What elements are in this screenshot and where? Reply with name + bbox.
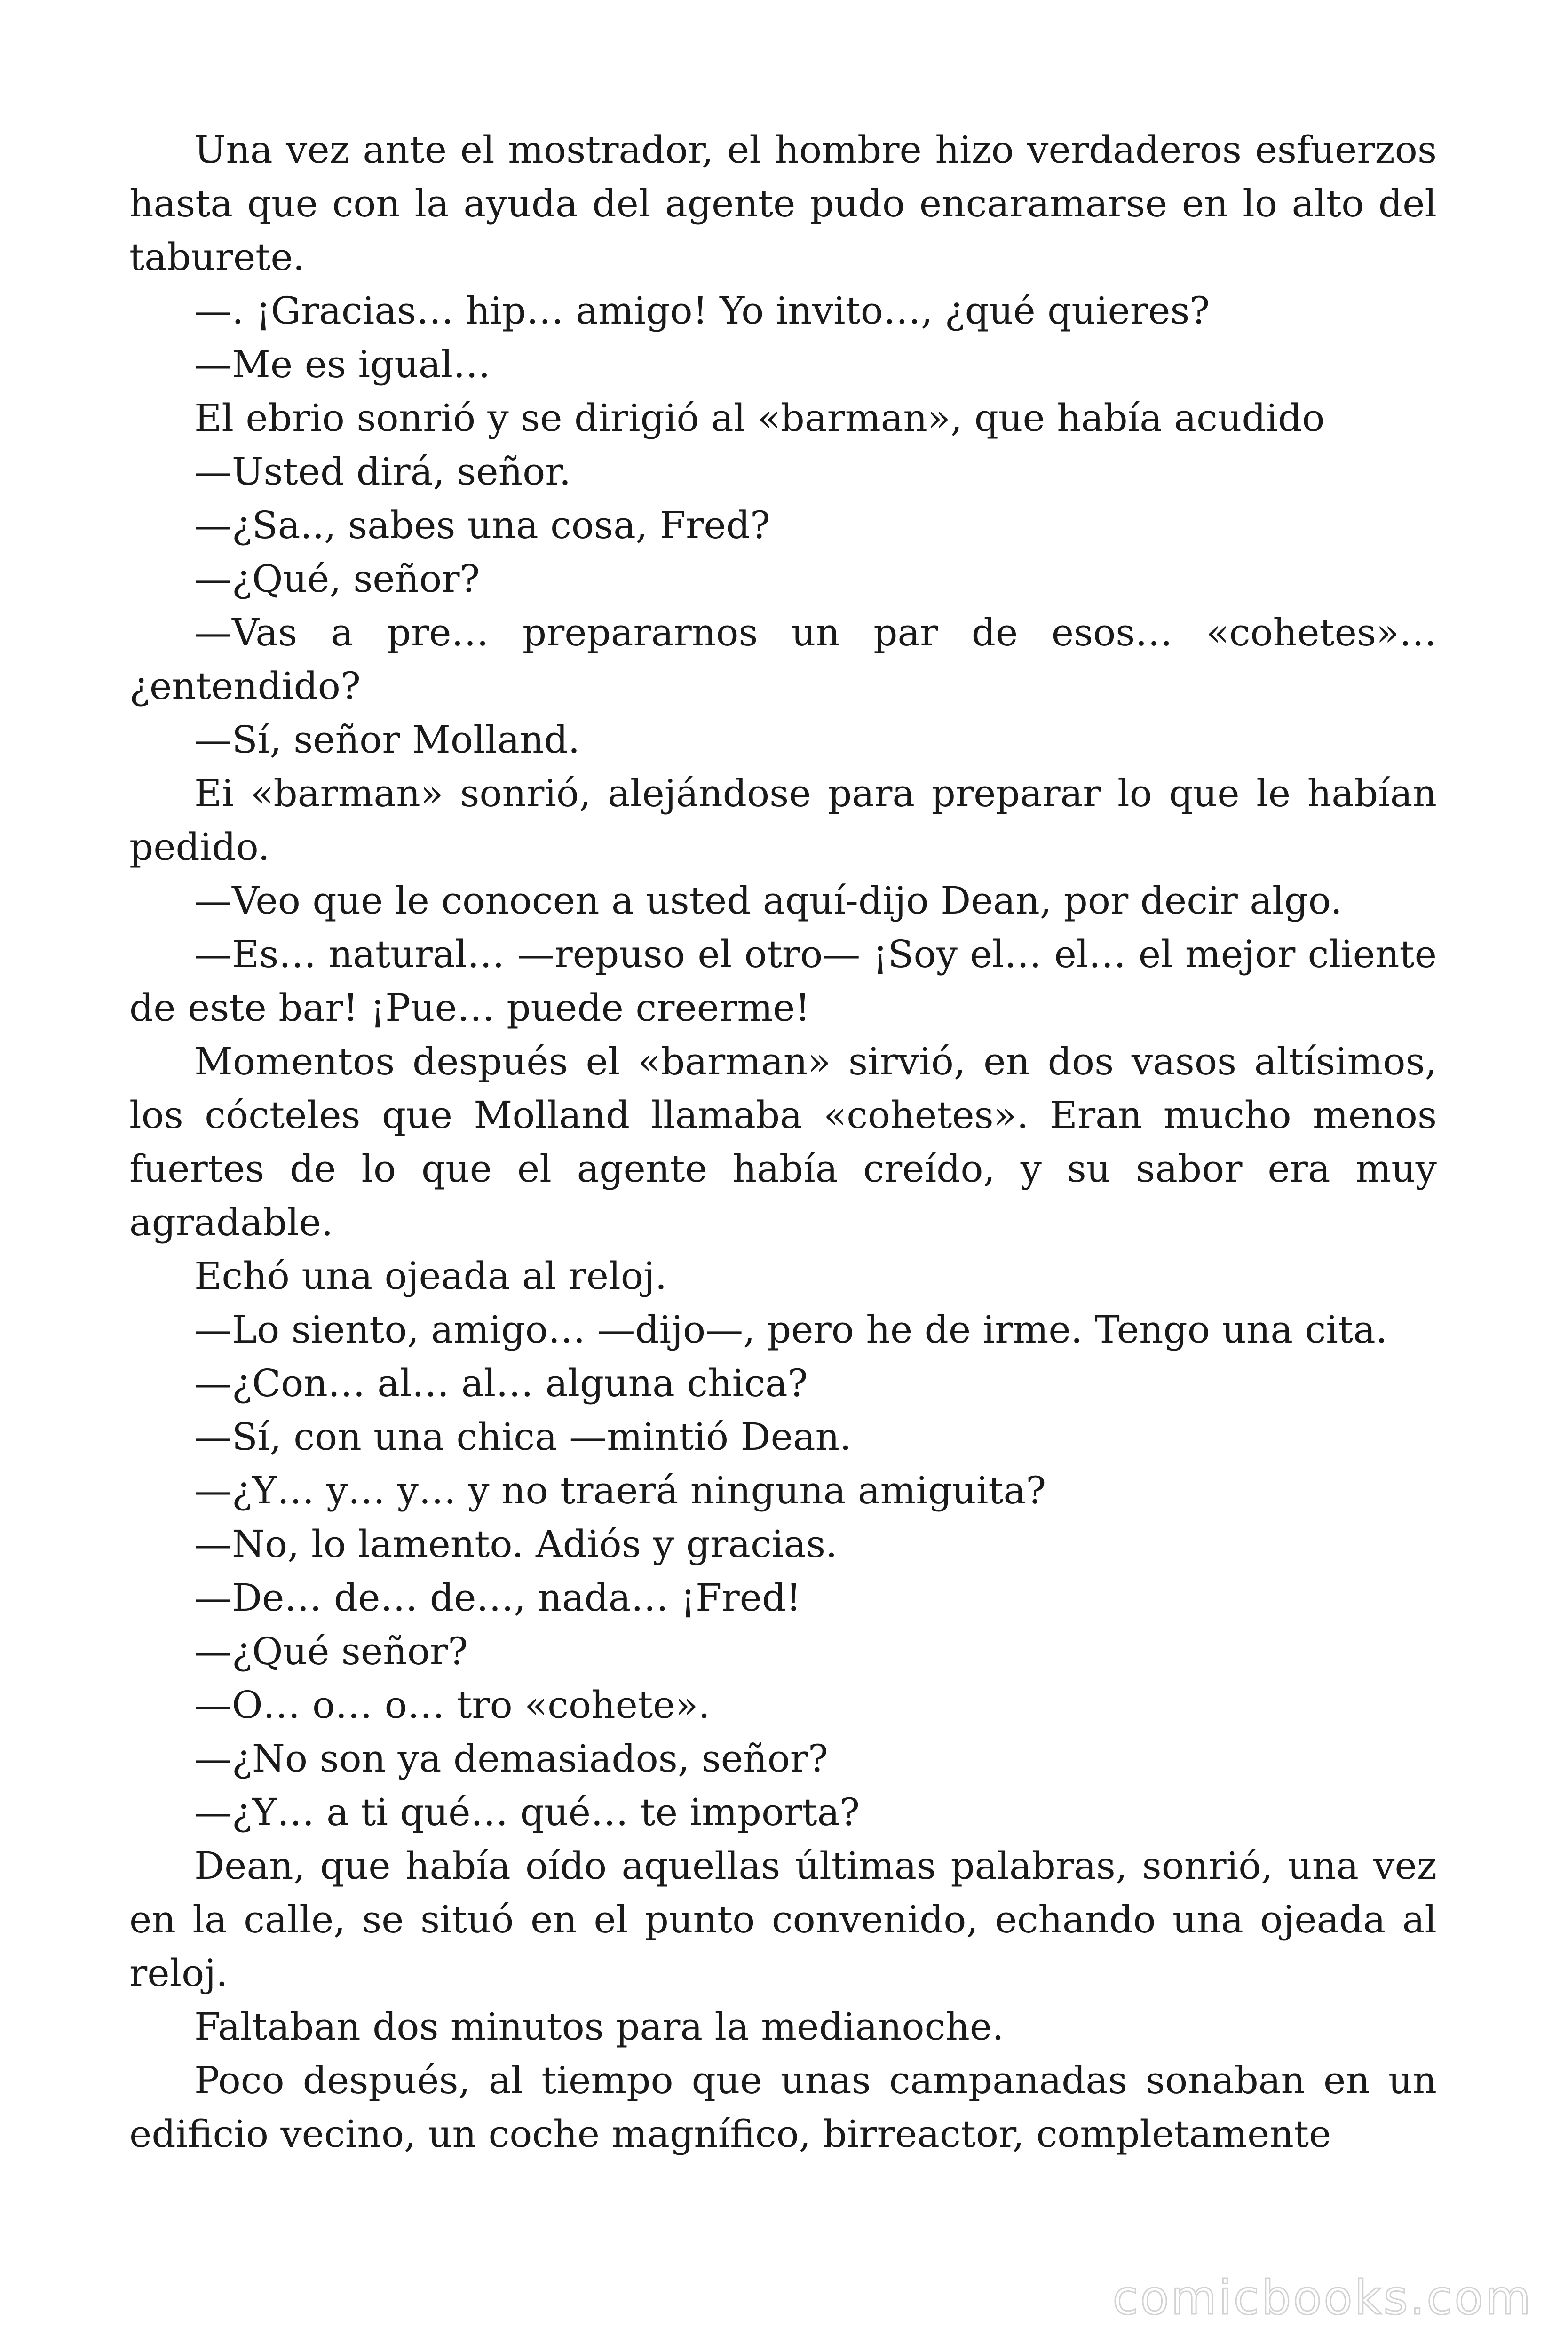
paragraph: —Usted dirá, señor. — [194, 450, 571, 493]
paragraph: —¿Qué, señor? — [194, 557, 480, 601]
paragraph: —Es… natural… —repuso el otro— ¡Soy el… el… el mejor cliente de este bar! ¡Pue… puede creerme! — [129, 932, 1437, 1030]
paragraph: —Vas a pre… prepararnos un par de esos… «cohetes»… ¿entendido? — [129, 611, 1437, 708]
paragraph: Echó una ojeada al reloj. — [194, 1254, 667, 1298]
paragraph: Dean, que había oído aquellas últimas palabras, sonrió, una vez en la calle, se situó en el punto convenido, echando una ojeada al reloj. — [129, 1844, 1437, 1995]
paragraph: —¿Con… al… al… alguna chica? — [194, 1361, 808, 1405]
paragraph: —O… o… o… tro «cohete». — [194, 1683, 710, 1727]
paragraph: —Sí, con una chica —mintió Dean. — [194, 1415, 852, 1459]
paragraph: Faltaban dos minutos para la medianoche. — [194, 2005, 1004, 2049]
paragraph: —Veo que le conocen a usted aquí-dijo Dean, por decir algo. — [194, 879, 1342, 922]
paragraph: —. ¡Gracias… hip… amigo! Yo invito…, ¿qué quieres? — [194, 289, 1210, 333]
paragraph: El ebrio sonrió y se dirigió al «barman», que había acudido — [194, 396, 1325, 440]
paragraph: Poco después, al tiempo que unas campanadas sonaban en un edificio vecino, un coche magnífico, birreactor, completamente — [129, 2058, 1437, 2156]
paragraph: —¿Y… a ti qué… qué… te importa? — [194, 1790, 860, 1834]
paragraph: Ei «barman» sonrió, alejándose para preparar lo que le habían pedido. — [129, 771, 1437, 869]
paragraph: —¿Sa.., sabes una cosa, Fred? — [194, 503, 770, 547]
paragraph: —No, lo lamento. Adiós y gracias. — [194, 1522, 838, 1566]
paragraph: —¿Y… y… y… y no traerá ninguna amiguita? — [194, 1469, 1046, 1512]
paragraph: —Sí, señor Molland. — [194, 718, 580, 762]
paragraph: —Me es igual… — [194, 342, 491, 386]
paragraph: —¿Qué señor? — [194, 1629, 468, 1673]
page-text — [129, 123, 1437, 2161]
paragraph: Momentos después el «barman» sirvió, en dos vasos altísimos, los cócteles que Molland llamaba «cohetes». Eran mucho menos fuertes de lo que el agente había creído, y su sabor era muy agradable. — [129, 1040, 1437, 1244]
paragraph: —¿No son ya demasiados, señor? — [194, 1737, 828, 1780]
paragraph: Una vez ante el mostrador, el hombre hizo verdaderos esfuerzos hasta que con la ayuda del agente pudo encaramarse en lo alto del taburete. — [129, 128, 1437, 279]
paragraph: —De… de… de…, nada… ¡Fred! — [194, 1576, 801, 1620]
paragraph: —Lo siento, amigo… —dijo—, pero he de irme. Tengo una cita. — [194, 1308, 1388, 1351]
watermark: comicbooks.com — [1112, 2270, 1533, 2325]
